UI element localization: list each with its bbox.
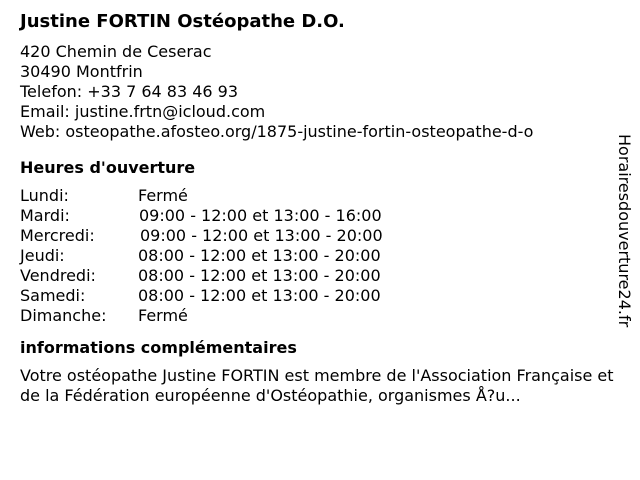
day-label: Dimanche:	[20, 306, 107, 325]
contact-block	[20, 42, 610, 142]
time-value: 08:00 - 12:00 et 13:00 - 20:00	[138, 286, 381, 305]
hours-row-sunday	[20, 306, 610, 326]
day-label: Samedi:	[20, 286, 86, 305]
time-value: 08:00 - 12:00 et 13:00 - 20:00	[138, 246, 381, 265]
info-heading: informations complémentaires	[20, 338, 297, 357]
site-watermark	[614, 134, 634, 344]
info-description: Votre ostéopathe Justine FORTIN est membre de l'Association Française et de la Fédération européenne d'Ostéopathie, organismes Å?u...	[20, 366, 614, 405]
time-value: Fermé	[138, 306, 188, 325]
time-value: 09:00 - 12:00 et 13:00 - 20:00	[140, 226, 383, 245]
day-label: Mardi:	[20, 206, 70, 225]
day-label: Lundi:	[20, 186, 69, 205]
day-label: Vendredi:	[20, 266, 96, 285]
page-title: Justine FORTIN Ostéopathe D.O.	[20, 11, 345, 32]
hours-row-saturday	[20, 286, 610, 306]
day-label: Mercredi:	[20, 226, 95, 245]
hours-row-tuesday	[20, 206, 610, 226]
phone-text: Telefon: +33 7 64 83 46 93	[20, 82, 239, 101]
hours-row-friday	[20, 266, 610, 286]
business-card	[20, 10, 614, 406]
time-value: 08:00 - 12:00 et 13:00 - 20:00	[138, 266, 381, 285]
hours-row-thursday	[20, 246, 610, 266]
time-value: Fermé	[138, 186, 188, 205]
day-label: Jeudi:	[20, 246, 65, 265]
opening-hours-list	[20, 186, 610, 326]
watermark-text: Horairesdouverture24.fr	[615, 134, 634, 328]
website-text: Web: osteopathe.afosteo.org/1875-justine-fortin-osteopathe-d-o	[20, 122, 534, 141]
email-text: Email: justine.frtn@icloud.com	[20, 102, 266, 121]
hours-heading: Heures d'ouverture	[20, 158, 196, 177]
time-value: 09:00 - 12:00 et 13:00 - 16:00	[139, 206, 382, 225]
hours-row-wednesday	[20, 226, 610, 246]
address-city: 30490 Montfrin	[20, 62, 143, 81]
hours-row-monday	[20, 186, 610, 206]
address-street: 420 Chemin de Ceserac	[20, 42, 212, 61]
